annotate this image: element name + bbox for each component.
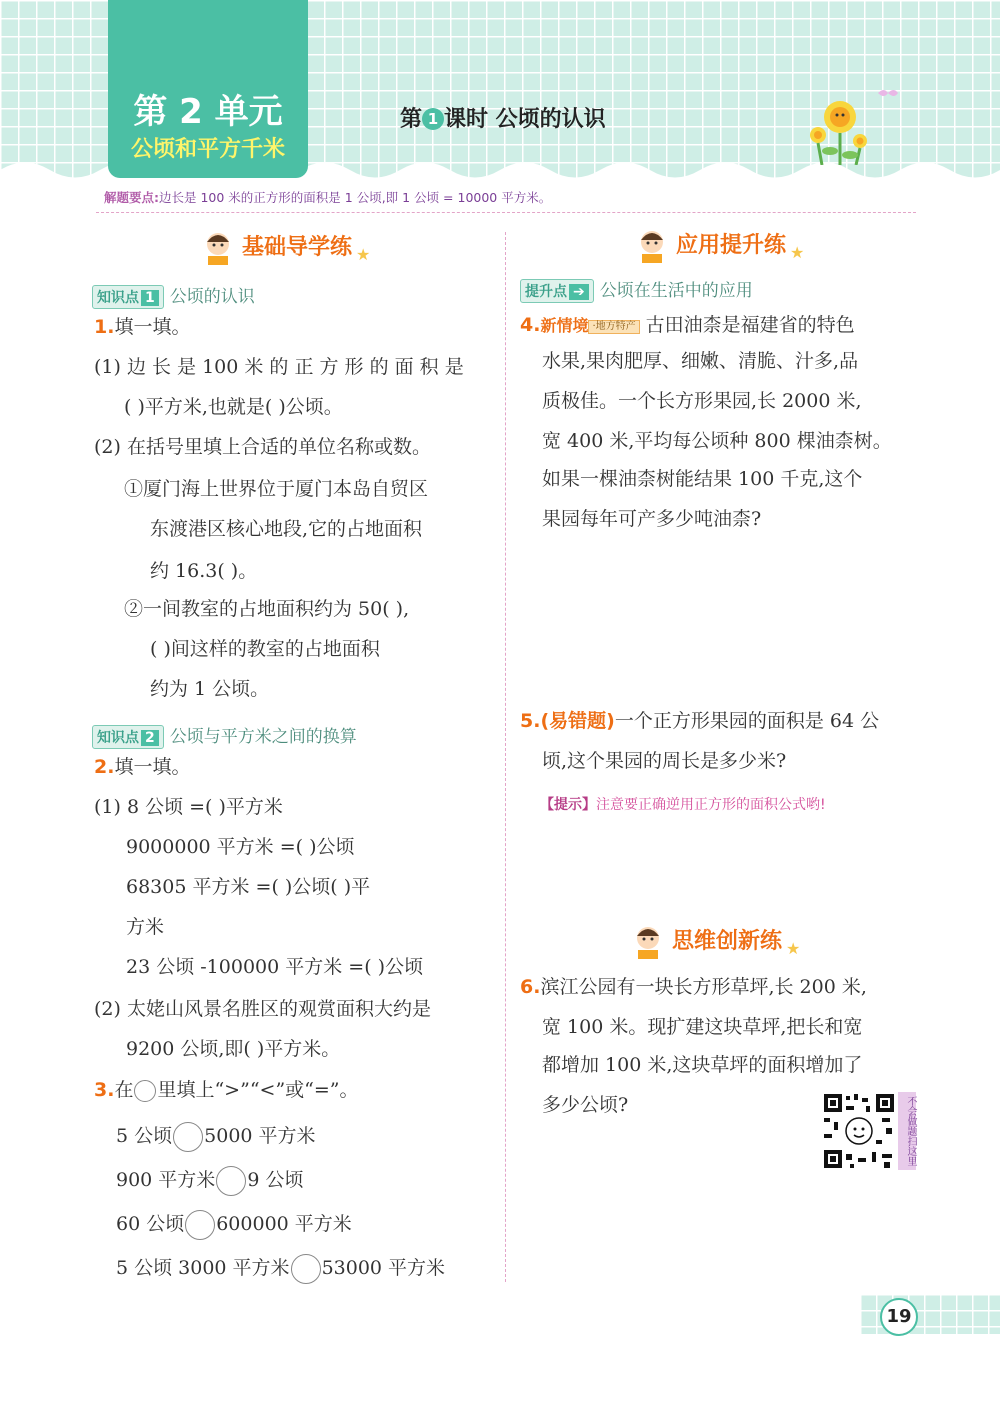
q2-line7[interactable]: 9200 公顷,即( )平方米。 bbox=[126, 1038, 341, 1060]
question-3-title: 3.在 里填上“>”“<”或“=”。 bbox=[94, 1079, 359, 1101]
q1-part2-title: (2) 在括号里填上合适的单位名称或数。 bbox=[94, 436, 431, 458]
q6-line2: 宽 100 米。现扩建这块草坪,把长和宽 bbox=[542, 1016, 863, 1038]
q1-item2-line1[interactable]: ②一间教室的占地面积约为 50( ), bbox=[124, 598, 410, 620]
q4-line2: 水果,果肉肥厚、细嫩、清脆、汁多,品 bbox=[542, 350, 859, 372]
improvement-point: 提升点 ➔ 公顷在生活中的应用 bbox=[520, 276, 753, 303]
q3-row2: 900 平方米 9 公顷 bbox=[116, 1166, 303, 1196]
compare-circle-1[interactable] bbox=[173, 1122, 203, 1152]
question-2-title: 2.填一填。 bbox=[94, 756, 191, 778]
qr-code-icon[interactable] bbox=[822, 1092, 896, 1170]
q5-hint: 【提示】注意要正确逆用正方形的面积公式哟! bbox=[540, 797, 826, 813]
lesson-number-badge: 1 bbox=[422, 108, 444, 130]
question-4-line1: 4.新情境 ·地方特产 古田油柰是福建省的特色 bbox=[520, 314, 855, 336]
question-1-title: 1.填一填。 bbox=[94, 316, 191, 338]
q4-line4: 宽 400 米,平均每公顷种 800 棵油柰树。 bbox=[542, 430, 892, 452]
q4-line6: 果园每年可产多少吨油柰? bbox=[542, 508, 762, 530]
qr-scan-label: 不会做题扫这里 bbox=[898, 1092, 916, 1170]
q1-item2-line2[interactable]: ( )间这样的教室的占地面积 bbox=[150, 638, 380, 660]
section-thinking-innovation: 思维创新练 $_★$ bbox=[630, 924, 800, 960]
q6-line3: 都增加 100 米,这块草坪的面积增加了 bbox=[542, 1054, 863, 1076]
unit-title: 第 2 单元 bbox=[133, 92, 283, 132]
unit-tab bbox=[108, 0, 308, 178]
question-6-line1: 6.滨江公园有一块长方形草坪,长 200 米, bbox=[520, 976, 867, 998]
q1-item1-line3[interactable]: 约 16.3( )。 bbox=[150, 560, 258, 582]
q3-row3: 60 公顷 600000 平方米 bbox=[116, 1210, 352, 1240]
section-basic-practice: 基础导学练 $_★$ bbox=[200, 230, 370, 266]
q4-line3: 质极佳。一个长方形果园,长 2000 米, bbox=[542, 390, 862, 412]
compare-circle-sample bbox=[134, 1080, 156, 1102]
q4-line5: 如果一棵油柰树能结果 100 千克,这个 bbox=[542, 468, 863, 490]
knowledge-point-1: 知识点 1 公顷的认识 bbox=[92, 282, 255, 309]
q2-line4: 方米 bbox=[126, 916, 165, 938]
q5-line2: 顷,这个果园的周长是多少米? bbox=[542, 750, 787, 772]
kid-reading-icon bbox=[634, 228, 670, 264]
q2-line1[interactable]: (1) 8 公顷 =( )平方米 bbox=[94, 796, 283, 818]
q1-part1-line2[interactable]: ( )平方米,也就是( )公顷。 bbox=[124, 396, 343, 418]
q6-line4: 多少公顷? bbox=[542, 1094, 629, 1116]
section-applied-practice: 应用提升练 $_★$ bbox=[634, 228, 804, 264]
q2-line3[interactable]: 68305 平方米 =( )公顷( )平 bbox=[126, 876, 371, 898]
lesson-title: 第 1 课时 公顷的认识 bbox=[400, 107, 606, 132]
q1-item1-line2: 东渡港区核心地段,它的占地面积 bbox=[150, 518, 423, 540]
kid-reading-icon bbox=[630, 924, 666, 960]
compare-circle-4[interactable] bbox=[291, 1254, 321, 1284]
q1-item1-line1: ①厦门海上世界位于厦门本岛自贸区 bbox=[124, 478, 429, 500]
q2-line2[interactable]: 9000000 平方米 =( )公顷 bbox=[126, 836, 355, 858]
q2-line5[interactable]: 23 公顷 -100000 平方米 =( )公顷 bbox=[126, 956, 424, 978]
tip-divider bbox=[96, 212, 916, 213]
solving-tip: 解题要点:边长是 100 米的正方形的面积是 1 公顷,即 1 公顷 = 10000 平方米。 bbox=[104, 190, 552, 205]
compare-circle-3[interactable] bbox=[185, 1210, 215, 1240]
sunflower-icon bbox=[800, 85, 900, 165]
q3-row4: 5 公顷 3000 平方米 53000 平方米 bbox=[116, 1254, 445, 1284]
knowledge-point-2: 知识点 2 公顷与平方米之间的换算 bbox=[92, 722, 357, 749]
unit-subtitle: 公顷和平方千米 bbox=[130, 137, 285, 162]
q2-line6: (2) 太姥山风景名胜区的观赏面积大约是 bbox=[94, 998, 431, 1020]
compare-circle-2[interactable] bbox=[216, 1166, 246, 1196]
column-divider bbox=[505, 232, 506, 1282]
q1-item2-line3: 约为 1 公顷。 bbox=[150, 678, 270, 700]
q1-part1-line1: (1) 边 长 是 100 米 的 正 方 形 的 面 积 是 bbox=[94, 356, 464, 378]
q3-row1: 5 公顷 5000 平方米 bbox=[116, 1122, 316, 1152]
kid-reading-icon bbox=[200, 230, 236, 266]
page-number: 19 bbox=[880, 1298, 918, 1336]
question-5-line1: 5.(易错题)一个正方形果园的面积是 64 公 bbox=[520, 710, 880, 732]
